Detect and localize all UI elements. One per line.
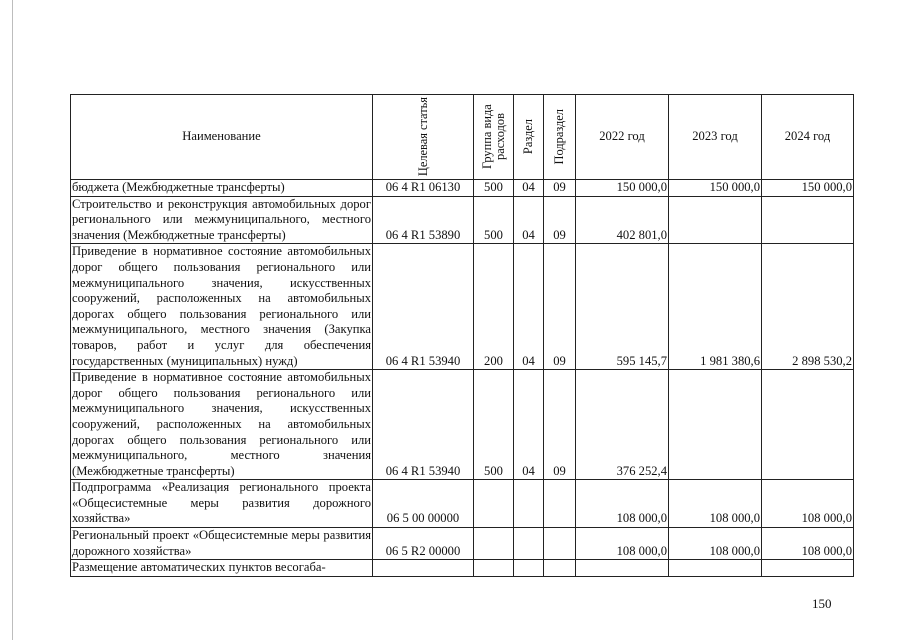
row-name: Размещение автоматических пунктов весогаба- [71, 560, 373, 577]
row-article: 06 4 R1 53940 [373, 244, 474, 370]
row-2024: 2 898 530,2 [762, 244, 854, 370]
row-name: Подпрограмма «Реализация регионального проекта «Общесистемные меры развития дорожного хозяйства» [71, 480, 373, 528]
row-2024 [762, 370, 854, 480]
row-2023: 150 000,0 [669, 180, 762, 197]
row-2022: 595 145,7 [576, 244, 669, 370]
row-article: 06 4 R1 06130 [373, 180, 474, 197]
row-article: 06 5 00 00000 [373, 480, 474, 528]
page-number: 150 [812, 596, 832, 611]
row-section: 04 [514, 370, 544, 480]
row-group: 500 [474, 370, 514, 480]
row-2022: 150 000,0 [576, 180, 669, 197]
row-subsection: 09 [544, 244, 576, 370]
header-target-article: Целевая статья [373, 95, 474, 180]
row-2024: 108 000,0 [762, 528, 854, 560]
row-2023 [669, 196, 762, 244]
table-row [71, 180, 854, 197]
row-2023: 1 981 380,6 [669, 244, 762, 370]
header-subsection: Подраздел [544, 95, 576, 180]
row-name: Региональный проект «Общесистемные меры развития дорожного хозяйства» [71, 528, 373, 560]
row-2022: 108 000,0 [576, 528, 669, 560]
row-section: 04 [514, 196, 544, 244]
row-subsection: 09 [544, 180, 576, 197]
row-section [514, 560, 544, 577]
row-subsection [544, 480, 576, 528]
row-article: 06 5 R2 00000 [373, 528, 474, 560]
table-row [71, 196, 854, 244]
row-article: 06 4 R1 53890 [373, 196, 474, 244]
row-2023: 108 000,0 [669, 528, 762, 560]
table-header-row [71, 95, 854, 180]
row-2022: 108 000,0 [576, 480, 669, 528]
row-2024: 150 000,0 [762, 180, 854, 197]
table-row [71, 480, 854, 528]
header-section: Раздел [514, 95, 544, 180]
row-section [514, 480, 544, 528]
row-article: 06 4 R1 53940 [373, 370, 474, 480]
row-group [474, 560, 514, 577]
budget-table [70, 94, 854, 577]
row-subsection [544, 528, 576, 560]
row-group [474, 480, 514, 528]
row-2022: 402 801,0 [576, 196, 669, 244]
row-article [373, 560, 474, 577]
row-group [474, 528, 514, 560]
header-name: Наименование [71, 95, 373, 180]
row-name: Приведение в нормативное состояние автомобильных дорог общего пользования регионального или межмуниципального значения, искусственных сооружений, расположенных на автомобильных дорогах общего пользования регионального или межмуниципального, местного значения (Межбюджетные трансферты) [71, 370, 373, 480]
table-row [71, 528, 854, 560]
row-group: 500 [474, 180, 514, 197]
row-2022 [576, 560, 669, 577]
row-2024 [762, 560, 854, 577]
row-subsection: 09 [544, 196, 576, 244]
row-2023 [669, 560, 762, 577]
row-2024: 108 000,0 [762, 480, 854, 528]
row-group: 200 [474, 244, 514, 370]
row-name: бюджета (Межбюджетные трансферты) [71, 180, 373, 197]
row-2023 [669, 370, 762, 480]
row-section: 04 [514, 180, 544, 197]
row-subsection [544, 560, 576, 577]
page-margin-line [12, 0, 13, 640]
row-name: Строительство и реконструкция автомобильных дорог регионального или межмуниципального, местного значения (Межбюджетные трансферты) [71, 196, 373, 244]
row-2024 [762, 196, 854, 244]
header-2022: 2022 год [576, 95, 669, 180]
row-section: 04 [514, 244, 544, 370]
row-2023: 108 000,0 [669, 480, 762, 528]
header-expense-group: Группа вида расходов [474, 95, 514, 180]
header-2024: 2024 год [762, 95, 854, 180]
row-2022: 376 252,4 [576, 370, 669, 480]
row-section [514, 528, 544, 560]
table-row [71, 560, 854, 577]
row-group: 500 [474, 196, 514, 244]
header-2023: 2023 год [669, 95, 762, 180]
table-row [71, 244, 854, 370]
row-subsection: 09 [544, 370, 576, 480]
row-name: Приведение в нормативное состояние автомобильных дорог общего пользования регионального или межмуниципального значения, искусственных сооружений, расположенных на автомобильных дорогах общего пользования регионального или межмуниципального, местного значения (Закупка товаров, работ и услуг для обеспечения государственных (муниципальных) нужд) [71, 244, 373, 370]
table-row [71, 370, 854, 480]
